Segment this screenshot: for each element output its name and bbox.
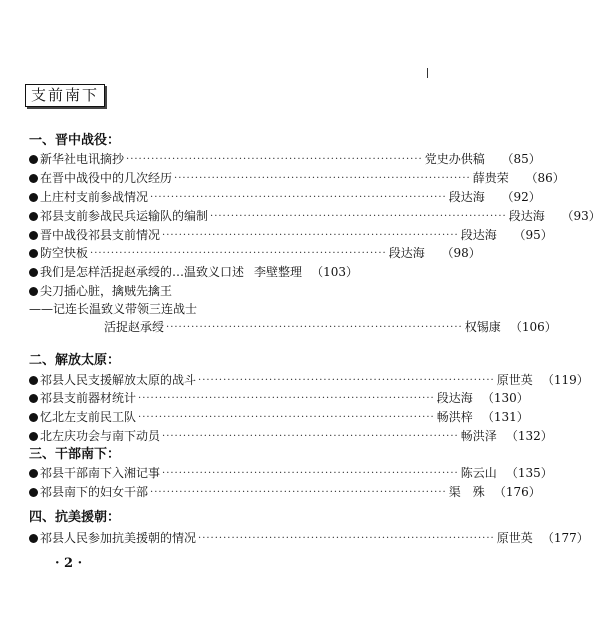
entry-title: 尖刀插心脏，擒贼先擒王 <box>40 284 173 298</box>
entry-author: 段达海 <box>448 190 485 204</box>
toc-entry <box>29 465 553 482</box>
toc-entry <box>29 208 601 225</box>
leader-dots: ······································································· <box>198 375 495 386</box>
section-heading: 二、解放太原： <box>29 353 121 368</box>
entry-title: 祁县南下的妇女干部 <box>40 485 149 499</box>
leader-dots: ······································································· <box>150 192 447 203</box>
page-number: · 2 · <box>55 556 83 571</box>
bullet-icon <box>29 212 38 221</box>
toc-entry <box>29 409 529 426</box>
leader-dots: ······································································· <box>138 393 435 404</box>
toc-entry <box>29 283 407 300</box>
entry-author: 陈云山 <box>460 466 497 480</box>
bullet-icon <box>29 413 38 422</box>
bullet-icon <box>29 534 38 543</box>
bullet-icon <box>29 193 38 202</box>
entry-page: （85） <box>501 152 541 166</box>
leader-dots: ······································································· <box>162 230 459 241</box>
toc-entry <box>29 245 481 262</box>
entry-page: （131） <box>481 410 529 424</box>
entry-page: （95） <box>513 228 553 242</box>
entry-author: 薛贵荣 <box>472 171 509 185</box>
toc-entry <box>29 227 553 244</box>
entry-author: 原世英 <box>496 531 533 545</box>
entry-title: 晋中战役祁县支前情况 <box>40 228 161 242</box>
entry-title: 祁县人民参加抗美援朝的情况 <box>40 531 197 545</box>
bullet-icon <box>29 394 38 403</box>
section-heading: 四、抗美援朝： <box>29 510 121 525</box>
entry-title: 新华社电讯摘抄 <box>40 152 125 166</box>
bullet-icon <box>29 287 38 296</box>
entry-title: 活捉赵承绶 <box>104 320 165 334</box>
toc-entry <box>29 428 553 445</box>
chapter-title: 支前南下 <box>25 84 105 107</box>
bullet-icon <box>29 231 38 240</box>
entry-author: 段达海 <box>460 228 497 242</box>
entry-title: 防空快板 <box>40 246 89 260</box>
entry-page: （177） <box>541 531 589 545</box>
entry-author: 李壁整理 <box>254 265 303 279</box>
bullet-icon <box>29 488 38 497</box>
toc-entry <box>29 390 529 407</box>
entry-title: 我们是怎样活捉赵承绶的…温致义口述 <box>40 265 245 279</box>
toc-entry <box>29 319 557 336</box>
entry-author: 段达海 <box>436 391 473 405</box>
section-heading: 一、晋中战役： <box>29 133 121 148</box>
margin-mark <box>427 68 428 78</box>
toc-entry-subtitle <box>29 301 407 318</box>
entry-author: 段达海 <box>388 246 425 260</box>
leader-dots: ······································································· <box>198 533 495 544</box>
toc-entry <box>29 264 407 281</box>
bullet-icon <box>29 155 38 164</box>
bullet-icon <box>29 432 38 441</box>
entry-title: 祁县人民支援解放太原的战斗 <box>40 373 197 387</box>
entry-author: 原世英 <box>496 373 533 387</box>
entry-author: 畅洪梓 <box>436 410 473 424</box>
entry-page: （130） <box>481 391 529 405</box>
entry-page: （135） <box>505 466 553 480</box>
entry-page: （132） <box>505 429 553 443</box>
leader-dots: ······································································· <box>162 431 459 442</box>
entry-page: （103） <box>311 265 359 279</box>
leader-dots: ······································································· <box>126 154 423 165</box>
bullet-icon <box>29 174 38 183</box>
entry-title: 祁县支前参战民兵运输队的编制 <box>40 209 209 223</box>
entry-title: 祁县支前器材统计 <box>40 391 137 405</box>
leader-dots: ······································································· <box>174 173 471 184</box>
leader-dots: ······································································· <box>138 412 435 423</box>
entry-title: 忆北左支前民工队 <box>40 410 137 424</box>
entry-title: 上庄村支前参战情况 <box>40 190 149 204</box>
entry-page: （92） <box>501 190 541 204</box>
entry-page: （176） <box>493 485 541 499</box>
toc-entry <box>29 170 565 187</box>
leader-dots: ······································································· <box>210 211 507 222</box>
entry-author: 畅洪泽 <box>460 429 497 443</box>
toc-entry <box>29 189 541 206</box>
entry-title: 祁县干部南下入湘记事 <box>40 466 161 480</box>
entry-page: （93） <box>561 209 601 223</box>
leader-dots: ······································································· <box>162 468 459 479</box>
entry-page: （106） <box>509 320 557 334</box>
bullet-icon <box>29 268 38 277</box>
bullet-icon <box>29 469 38 478</box>
leader-dots: ······································································· <box>166 322 463 333</box>
entry-author: 段达海 <box>508 209 545 223</box>
toc-entry <box>29 484 541 501</box>
section-heading: 三、干部南下： <box>29 447 121 462</box>
entry-title: ——记连长温致义带领三连战士 <box>29 302 198 316</box>
entry-page: （98） <box>441 246 481 260</box>
bullet-icon <box>29 249 38 258</box>
entry-title: 在晋中战役中的几次经历 <box>40 171 173 185</box>
bullet-icon <box>29 376 38 385</box>
leader-dots: ······································································· <box>90 248 387 259</box>
entry-page: （86） <box>525 171 565 185</box>
toc-entry <box>29 151 541 168</box>
entry-author: 渠 殊 <box>448 485 485 499</box>
entry-author: 党史办供稿 <box>424 152 485 166</box>
entry-author: 权锡康 <box>464 320 501 334</box>
leader-dots <box>246 264 252 281</box>
entry-title: 北左庆功会与南下动员 <box>40 429 161 443</box>
toc-entry <box>29 372 589 389</box>
entry-page: （119） <box>541 373 589 387</box>
leader-dots: ······································································· <box>150 487 447 498</box>
toc-entry <box>29 530 589 547</box>
